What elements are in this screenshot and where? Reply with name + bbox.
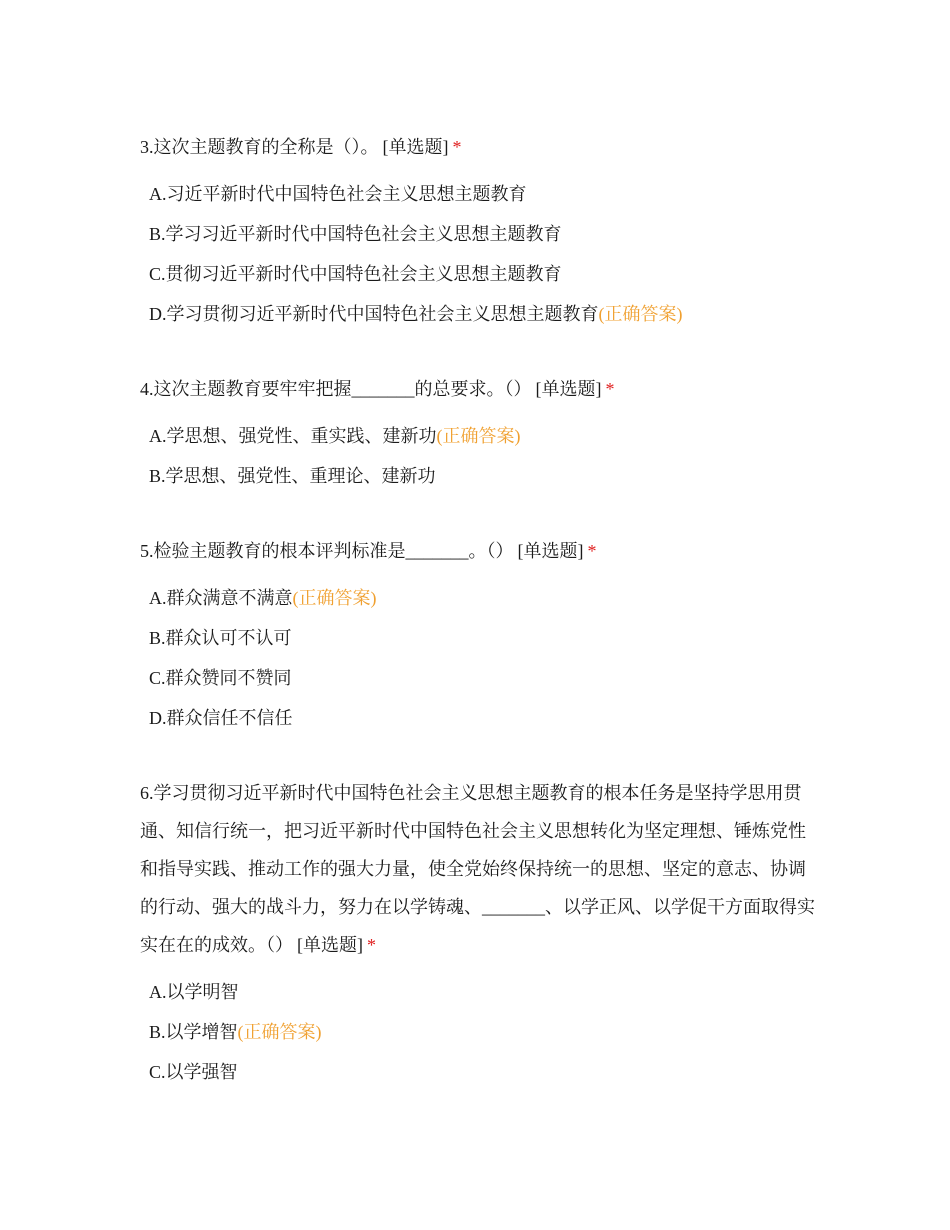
option-text: B.学思想、强党性、重理论、建新功 [149, 466, 436, 486]
option-text: A.学思想、强党性、重实践、建新功 [149, 426, 437, 446]
option-text: C.以学强智 [149, 1062, 238, 1082]
question-title [140, 532, 820, 570]
option-item [149, 456, 820, 496]
correct-answer-label: (正确答案) [436, 426, 521, 446]
question-3 [140, 128, 820, 334]
question-4 [140, 370, 820, 496]
question-text: 4.这次主题教育要牢牢把握_______的总要求。（） [140, 379, 532, 399]
question-title [140, 774, 820, 964]
correct-answer-label: (正确答案) [292, 588, 377, 608]
required-mark: * [452, 137, 462, 157]
option-text: D.学习贯彻习近平新时代中国特色社会主义思想主题教育 [149, 304, 599, 324]
option-item [149, 1012, 820, 1052]
correct-answer-label: (正确答案) [598, 304, 683, 324]
option-text: B.群众认可不认可 [149, 628, 292, 648]
option-item [149, 658, 820, 698]
question-text: 3.这次主题教育的全称是（）。 [140, 137, 379, 157]
question-type: [单选题] [517, 541, 584, 561]
question-text: 5.检验主题教育的根本评判标准是_______。（） [140, 541, 514, 561]
option-item [149, 416, 820, 456]
required-mark: * [605, 379, 615, 399]
option-text: C.贯彻习近平新时代中国特色社会主义思想主题教育 [149, 264, 562, 284]
option-list [140, 972, 820, 1092]
option-text: A.以学明智 [149, 982, 239, 1002]
option-text: C.群众赞同不赞同 [149, 668, 292, 688]
option-item [149, 972, 820, 1012]
question-6 [140, 774, 820, 1092]
option-list [140, 578, 820, 738]
option-item [149, 1052, 820, 1092]
option-text: A.习近平新时代中国特色社会主义思想主题教育 [149, 184, 527, 204]
question-text: 6.学习贯彻习近平新时代中国特色社会主义思想主题教育的根本任务是坚持学思用贯通、知信行统一，把习近平新时代中国特色社会主义思想转化为坚定理想、锤炼党性和指导实践、推动工作的强大力量，使全党始终保持统一的思想、坚定的意志、协调的行动、强大的战斗力，努力在以学铸魂、_______、以学正风、以学促干方面取得实实在在的成效。（） [140, 783, 815, 955]
option-item [149, 578, 820, 618]
required-mark: * [367, 935, 376, 955]
option-list [140, 416, 820, 496]
question-type: [单选题] [297, 935, 363, 955]
required-mark: * [587, 541, 597, 561]
question-type: [单选题] [535, 379, 602, 399]
question-title [140, 370, 820, 408]
option-item [149, 174, 820, 214]
option-text: A.群众满意不满意 [149, 588, 293, 608]
option-text: D.群众信任不信任 [149, 708, 293, 728]
option-item [149, 214, 820, 254]
option-item [149, 698, 820, 738]
option-item [149, 618, 820, 658]
option-item [149, 294, 820, 334]
correct-answer-label: (正确答案) [237, 1022, 322, 1042]
question-title [140, 128, 820, 166]
option-text: B.学习习近平新时代中国特色社会主义思想主题教育 [149, 224, 562, 244]
option-text: B.以学增智 [149, 1022, 238, 1042]
question-type: [单选题] [382, 137, 449, 157]
option-item [149, 254, 820, 294]
question-5 [140, 532, 820, 738]
option-list [140, 174, 820, 334]
